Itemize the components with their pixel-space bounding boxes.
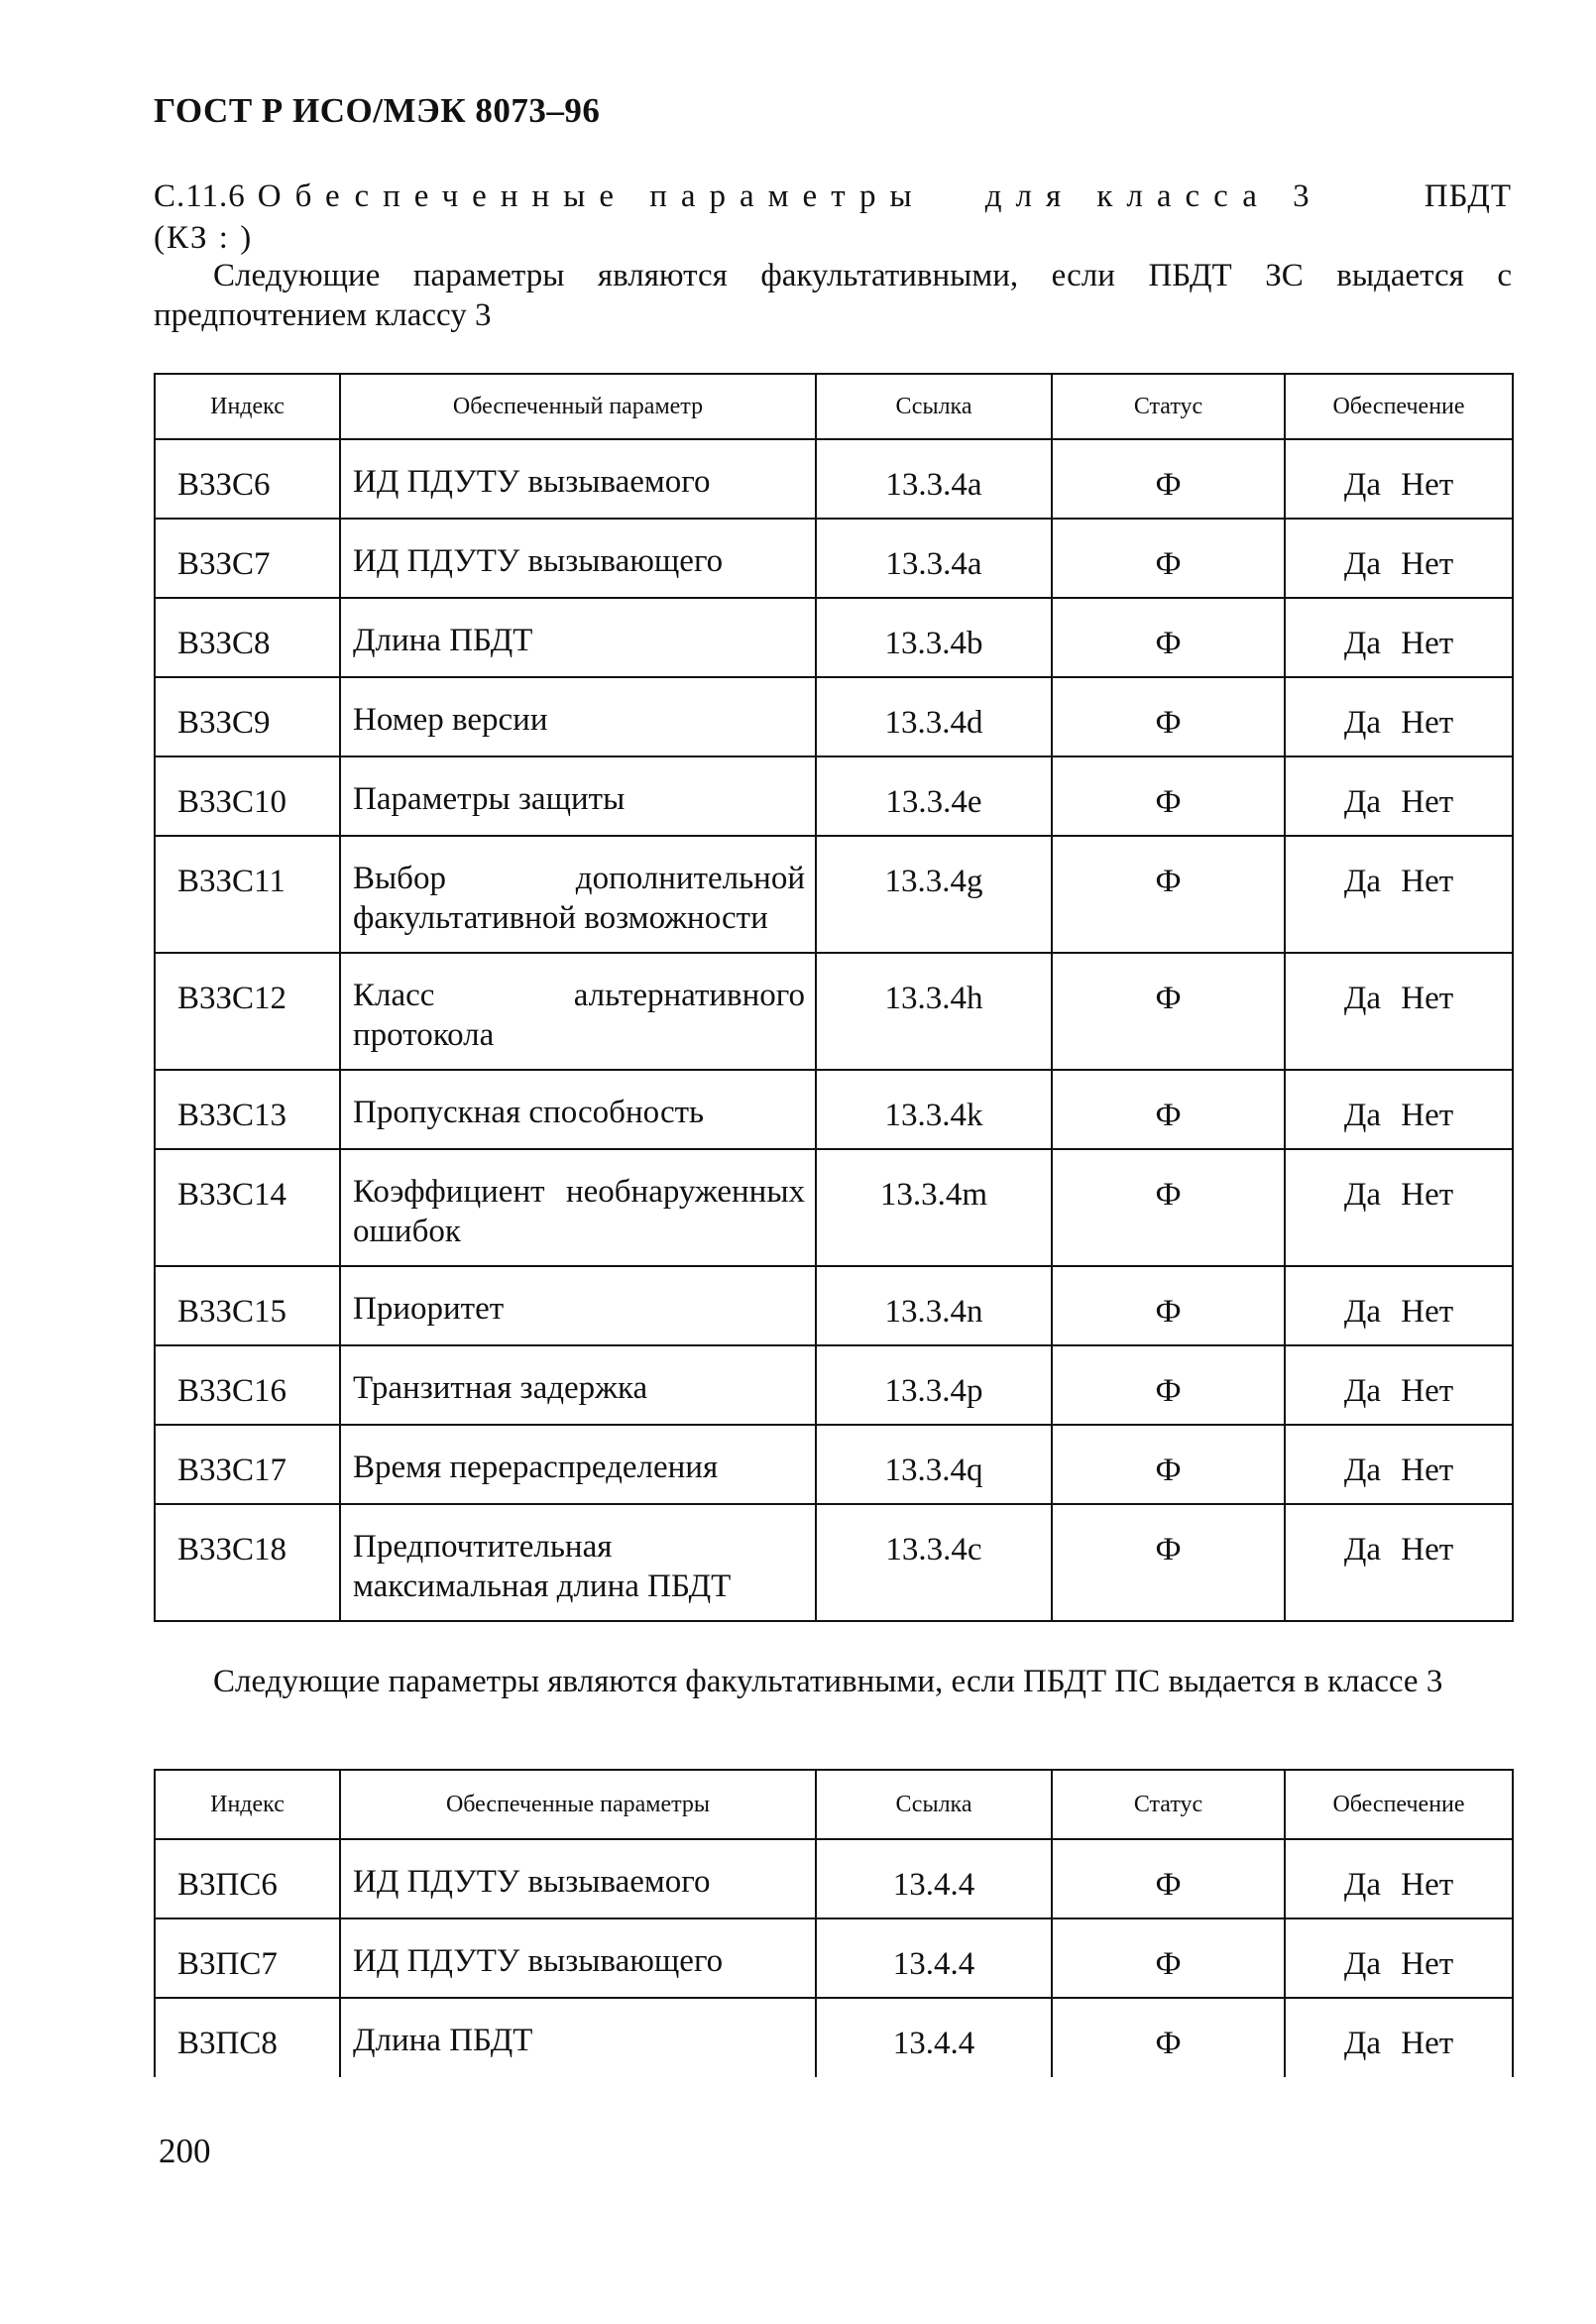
cell-parameter: Длина ПБДТ: [340, 1998, 816, 2077]
section-title-a: Обеспеченные параметры: [257, 178, 926, 214]
cell-reference: 13.3.4e: [816, 756, 1052, 836]
cell-parameter: Выбор дополнительной факультативной возможности: [340, 836, 816, 953]
cell-provision: Да Нет: [1285, 1149, 1513, 1266]
cell-reference: 13.4.4: [816, 1918, 1052, 1998]
cell-status: Ф: [1052, 1149, 1285, 1266]
cell-provision: Да Нет: [1285, 1839, 1513, 1918]
header-status: Статус: [1052, 374, 1285, 439]
cell-provision: Да Нет: [1285, 1998, 1513, 2077]
cell-status: Ф: [1052, 1998, 1285, 2077]
table-row: [155, 1149, 1513, 1266]
section-title-c: ПБДТ: [1424, 178, 1512, 214]
cell-parameter: Длина ПБДТ: [340, 598, 816, 677]
table-header-row: [155, 1770, 1513, 1839]
cell-parameter: Класс альтернативного протокола: [340, 953, 816, 1070]
header-provision: Обеспечение: [1285, 374, 1513, 439]
cell-parameter: Пропускная способность: [340, 1070, 816, 1149]
cell-parameter: Коэффициент необнаруженных ошибок: [340, 1149, 816, 1266]
cell-provision: Да Нет: [1285, 756, 1513, 836]
header-index: Индекс: [155, 374, 340, 439]
cell-parameter: Предпочтительная максимальная длина ПБДТ: [340, 1504, 816, 1621]
table-row: [155, 756, 1513, 836]
table-row: [155, 1345, 1513, 1425]
header-parameter: Обеспеченный параметр: [340, 374, 816, 439]
cell-reference: 13.3.4b: [816, 598, 1052, 677]
cell-status: Ф: [1052, 1070, 1285, 1149]
cell-index: В3ЗС9: [155, 677, 340, 756]
cell-index: В3ЗС18: [155, 1504, 340, 1621]
cell-status: Ф: [1052, 1839, 1285, 1918]
cell-reference: 13.4.4: [816, 1839, 1052, 1918]
header-provision: Обеспечение: [1285, 1770, 1513, 1839]
cell-reference: 13.3.4p: [816, 1345, 1052, 1425]
cell-index: В3ЗС13: [155, 1070, 340, 1149]
cell-index: В3ПС8: [155, 1998, 340, 2077]
provided-parameters-table-1: [154, 373, 1514, 1622]
cell-index: В3ПС7: [155, 1918, 340, 1998]
cell-status: Ф: [1052, 598, 1285, 677]
cell-status: Ф: [1052, 953, 1285, 1070]
cell-provision: Да Нет: [1285, 1070, 1513, 1149]
intro-paragraph-1: Следующие параметры являются факультативными, если ПБДТ ЗС выдается с предпочтением классу 3: [154, 258, 1512, 333]
cell-provision: Да Нет: [1285, 677, 1513, 756]
header-parameters: Обеспеченные параметры: [340, 1770, 816, 1839]
table-row: [155, 1266, 1513, 1345]
cell-index: В3ЗС11: [155, 836, 340, 953]
section-title-b: для класса 3: [984, 178, 1323, 214]
cell-provision: Да Нет: [1285, 1504, 1513, 1621]
cell-status: Ф: [1052, 1345, 1285, 1425]
cell-parameter: Параметры защиты: [340, 756, 816, 836]
cell-provision: Да Нет: [1285, 1266, 1513, 1345]
cell-index: В3ПС6: [155, 1839, 340, 1918]
cell-index: В3ЗС14: [155, 1149, 340, 1266]
cell-provision: Да Нет: [1285, 1918, 1513, 1998]
cell-reference: 13.3.4g: [816, 836, 1052, 953]
header-reference: Ссылка: [816, 374, 1052, 439]
cell-reference: 13.3.4n: [816, 1266, 1052, 1345]
cell-index: В3ЗС12: [155, 953, 340, 1070]
cell-index: В3ЗС8: [155, 598, 340, 677]
cell-provision: Да Нет: [1285, 953, 1513, 1070]
cell-index: В3ЗС15: [155, 1266, 340, 1345]
cell-index: В3ЗС17: [155, 1425, 340, 1504]
cell-reference: 13.3.4a: [816, 439, 1052, 519]
cell-status: Ф: [1052, 1266, 1285, 1345]
cell-reference: 13.3.4a: [816, 519, 1052, 598]
cell-reference: 13.3.4d: [816, 677, 1052, 756]
cell-parameter: Номер версии: [340, 677, 816, 756]
section-number: С.11.6: [154, 178, 246, 214]
table-header-row: [155, 374, 1513, 439]
table-row: [155, 1839, 1513, 1918]
header-reference: Ссылка: [816, 1770, 1052, 1839]
cell-reference: 13.3.4h: [816, 953, 1052, 1070]
cell-parameter: ИД ПДУТУ вызываемого: [340, 1839, 816, 1918]
section-title-line2: (КЗ : ): [154, 220, 254, 256]
cell-reference: 13.4.4: [816, 1998, 1052, 2077]
table-row: [155, 1425, 1513, 1504]
table-row: [155, 836, 1513, 953]
cell-index: В3ЗС10: [155, 756, 340, 836]
header-status: Статус: [1052, 1770, 1285, 1839]
cell-reference: 13.3.4m: [816, 1149, 1052, 1266]
cell-provision: Да Нет: [1285, 836, 1513, 953]
table-row: [155, 519, 1513, 598]
cell-provision: Да Нет: [1285, 1345, 1513, 1425]
page-header: ГОСТ Р ИСО/МЭК 8073–96: [154, 91, 601, 130]
cell-reference: 13.3.4k: [816, 1070, 1052, 1149]
header-index: Индекс: [155, 1770, 340, 1839]
cell-parameter: Транзитная задержка: [340, 1345, 816, 1425]
cell-reference: 13.3.4c: [816, 1504, 1052, 1621]
cell-reference: 13.3.4q: [816, 1425, 1052, 1504]
cell-status: Ф: [1052, 1425, 1285, 1504]
cell-provision: Да Нет: [1285, 439, 1513, 519]
cell-status: Ф: [1052, 756, 1285, 836]
table-row: [155, 677, 1513, 756]
section-title: [154, 175, 1512, 259]
cell-parameter: ИД ПДУТУ вызывающего: [340, 1918, 816, 1998]
table-row: [155, 1918, 1513, 1998]
cell-index: В3ЗС6: [155, 439, 340, 519]
cell-status: Ф: [1052, 1504, 1285, 1621]
table-row: [155, 1504, 1513, 1621]
cell-parameter: ИД ПДУТУ вызывающего: [340, 519, 816, 598]
cell-index: В3ЗС7: [155, 519, 340, 598]
cell-provision: Да Нет: [1285, 1425, 1513, 1504]
cell-parameter: Приоритет: [340, 1266, 816, 1345]
table-row: [155, 953, 1513, 1070]
provided-parameters-table-2: [154, 1769, 1514, 2077]
cell-parameter: Время перераспределения: [340, 1425, 816, 1504]
cell-status: Ф: [1052, 519, 1285, 598]
cell-provision: Да Нет: [1285, 519, 1513, 598]
table-row: [155, 439, 1513, 519]
page-number: 200: [159, 2132, 211, 2170]
cell-status: Ф: [1052, 836, 1285, 953]
cell-parameter: ИД ПДУТУ вызываемого: [340, 439, 816, 519]
cell-index: В3ЗС16: [155, 1345, 340, 1425]
table-row: [155, 1070, 1513, 1149]
intro-paragraph-2: Следующие параметры являются факультативными, если ПБДТ ПС выдается в классе 3: [213, 1664, 1443, 1699]
table-row: [155, 1998, 1513, 2077]
cell-status: Ф: [1052, 677, 1285, 756]
cell-provision: Да Нет: [1285, 598, 1513, 677]
cell-status: Ф: [1052, 1918, 1285, 1998]
cell-status: Ф: [1052, 439, 1285, 519]
table-row: [155, 598, 1513, 677]
